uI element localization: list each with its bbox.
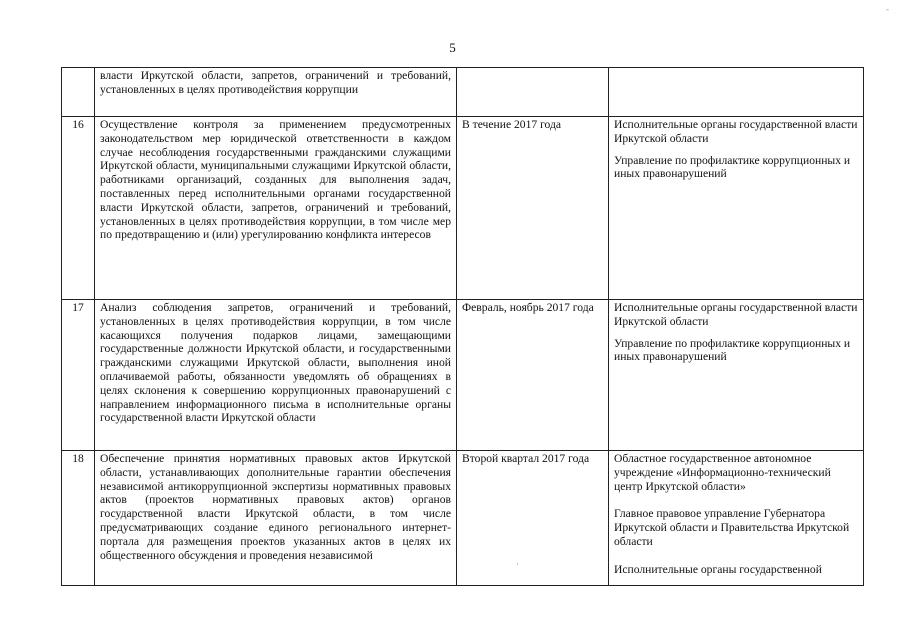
responsible-org: Исполнительные органы государственной	[614, 562, 822, 576]
responsible-org: Управление по профилактике коррупционных и иных правонарушений	[614, 153, 851, 181]
responsible-org: Исполнительные органы государственной власти Иркутской области	[614, 301, 858, 328]
row-number	[62, 68, 95, 117]
responsible-cell	[609, 300, 864, 451]
responsible-cell	[609, 117, 864, 300]
table-row	[62, 451, 864, 586]
row-number: 17	[62, 300, 95, 451]
term-cell: Февраль, ноябрь 2017 года	[457, 300, 609, 451]
term-cell: Второй квартал 2017 года	[457, 451, 609, 586]
page-number: 5	[449, 40, 456, 55]
term-cell: В течение 2017 года	[457, 117, 609, 300]
scan-speck: ·	[516, 559, 519, 569]
action-cell: Обеспечение принятия нормативных правовых актов Иркутской области, устанавливающих дополнительные гарантии обеспечения независимой антикоррупционной экспертизы нормативных правовых актов (проектов нормативных правовых актов) органов государственной власти Иркутской области, в том числе предусматривающих создание единого регионального интернет-портала для размещения проектов указанных актов в целях их общественного обсуждения и проведения независимой	[95, 451, 457, 586]
responsible-org: Управление по профилактике коррупционных и иных правонарушений	[614, 336, 851, 364]
action-cell: Анализ соблюдения запретов, ограничений и требований, установленных в целях противодействия коррупции, в том числе касающихся получения подарков лицами, замещающими государственные должности Иркутской области, и государственными гражданскими служащими Иркутской области, выполнения иной оплачиваемой работы, обязанности уведомлять об обращениях в целях склонения к совершению коррупционных правонарушений с направлением информационного письма в исполнительные органы государственной власти Иркутской области	[95, 300, 457, 451]
responsible-cell	[609, 451, 864, 586]
corner-mark: -	[886, 4, 889, 14]
table-row	[62, 300, 864, 451]
row-number: 16	[62, 117, 95, 300]
row-number: 18	[62, 451, 95, 586]
responsible-org: Исполнительные органы государственной власти Иркутской области	[614, 118, 858, 145]
action-cell: Осуществление контроля за применением предусмотренных законодательством мер юридической ответственности в каждом случае несоблюдения государственными гражданскими служащими Иркутской области, муниципальными служащими Иркутской области, работниками организаций, созданных для выполнения задач, поставленных перед исполнительными органами государственной власти Иркутской области, запретов, ограничений и требований, установленных в целях противодействия коррупции, в том числе мер по предотвращению и (или) урегулированию конфликта интересов	[95, 117, 457, 300]
table-row	[62, 68, 864, 117]
action-cell: власти Иркутской области, запретов, ограничений и требований, установленных в целях противодействия коррупции	[95, 68, 457, 117]
responsible-org: Главное правовое управление Губернатора Иркутской области и Правительства Иркутской области	[614, 507, 850, 548]
responsible-org: Областное государственное автономное учреждение «Информационно-технический центр Иркутской области»	[614, 452, 831, 493]
term-cell	[457, 68, 609, 117]
responsible-cell	[609, 68, 864, 117]
table-row	[62, 117, 864, 300]
measures-table	[61, 67, 864, 586]
